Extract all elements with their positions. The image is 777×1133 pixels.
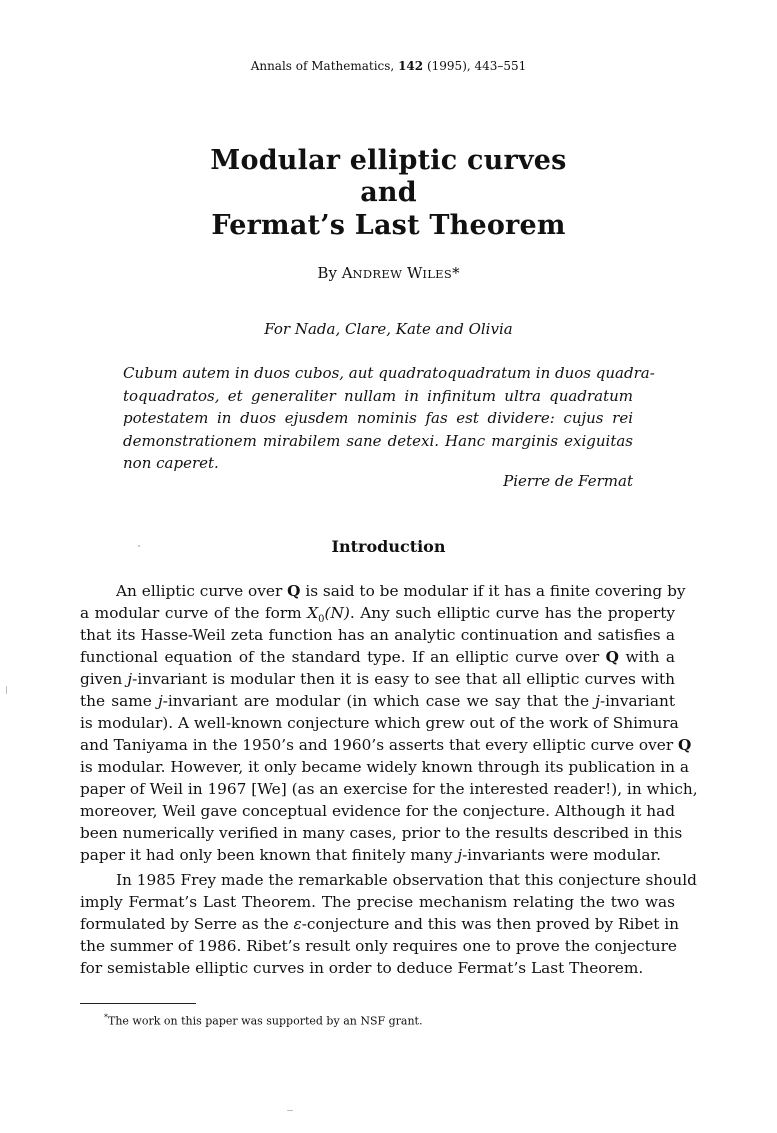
paragraph-line: is modular. However, it only became widely known through its publication in a: [80, 758, 689, 776]
footnote-marker: *: [452, 264, 460, 282]
paragraph-line: paper it had only been known that finitely many j-invariants were modular.: [80, 846, 662, 864]
paragraph-line: moreover, Weil gave conceptual evidence for the conjecture. Although it had: [80, 802, 675, 820]
paper-title-line-1: Modular elliptic curves: [210, 145, 567, 176]
section-heading: Introduction: [331, 537, 446, 556]
running-header: Annals of Mathematics, 142 (1995), 443–551: [250, 59, 527, 73]
paper-title-line-2: and: [360, 177, 417, 208]
paragraph-line: An elliptic curve over Q is said to be modular if it has a finite covering by: [116, 582, 686, 600]
scan-speck: [6, 686, 7, 694]
epigraph-line: potestatem in duos ejusdem nominis fas est dividere: cujus rei: [123, 409, 633, 427]
paragraph-line: given j-invariant is modular then it is easy to see that all elliptic curves with: [80, 670, 676, 688]
volume-number: 142: [398, 59, 424, 73]
epigraph-line: demonstrationem mirabilem sane detexi. Hanc marginis exiguitas: [123, 431, 633, 450]
epigraph-line: toquadratos, et generaliter nullam in infinitum ultra quadratum: [123, 386, 633, 405]
scan-speck: [138, 545, 140, 547]
paragraph-line: that its Hasse-Weil zeta function has an analytic continuation and satisfies a: [80, 626, 675, 644]
paragraph-line: In 1985 Frey made the remarkable observation that this conjecture should: [116, 871, 697, 889]
paragraph-line: the same j-invariant are modular (in which case we say that the j-invariant: [80, 692, 675, 710]
scan-speck: [287, 1110, 293, 1111]
paragraph-line: a modular curve of the form $X_0(N)$. Any such elliptic curve has the property: [80, 604, 675, 626]
paragraph-line: the summer of 1986. Ribet’s result only requires one to prove the conjecture: [80, 937, 677, 955]
epigraph-line: non caperet.: [123, 454, 219, 472]
footnote-rule: [80, 1003, 196, 1004]
paragraph-line: for semistable elliptic curves in order to deduce Fermat’s Last Theorem.: [80, 959, 644, 977]
paragraph-line: imply Fermat’s Last Theorem. The precise mechanism relating the two was: [80, 893, 675, 911]
author-byline: By ANDREW WILES*: [317, 264, 460, 282]
epigraph-line: Cubum autem in duos cubos, aut quadratoquadratum in duos quadra-: [123, 364, 655, 382]
epigraph-attribution: Pierre de Fermat: [503, 472, 633, 490]
paper-title-line-3: Fermat’s Last Theorem: [211, 210, 566, 241]
footnote: *The work on this paper was supported by an NSF grant.: [104, 1013, 423, 1028]
paragraph-line: been numerically verified in many cases, prior to the results described in this: [80, 824, 683, 842]
paragraph-line: is modular). A well-known conjecture which grew out of the work of Shimura: [80, 714, 679, 732]
paragraph-line: and Taniyama in the 1950’s and 1960’s asserts that every elliptic curve over Q: [80, 736, 692, 754]
paragraph-line: functional equation of the standard type. If an elliptic curve over Q with a: [80, 648, 675, 666]
dedication: For Nada, Clare, Kate and Olivia: [264, 320, 513, 338]
paragraph-line: paper of Weil in 1967 [We] (as an exercise for the interested reader!), in which,: [80, 780, 698, 798]
paragraph-line: formulated by Serre as the ε-conjecture and this was then proved by Ribet in: [80, 915, 680, 933]
